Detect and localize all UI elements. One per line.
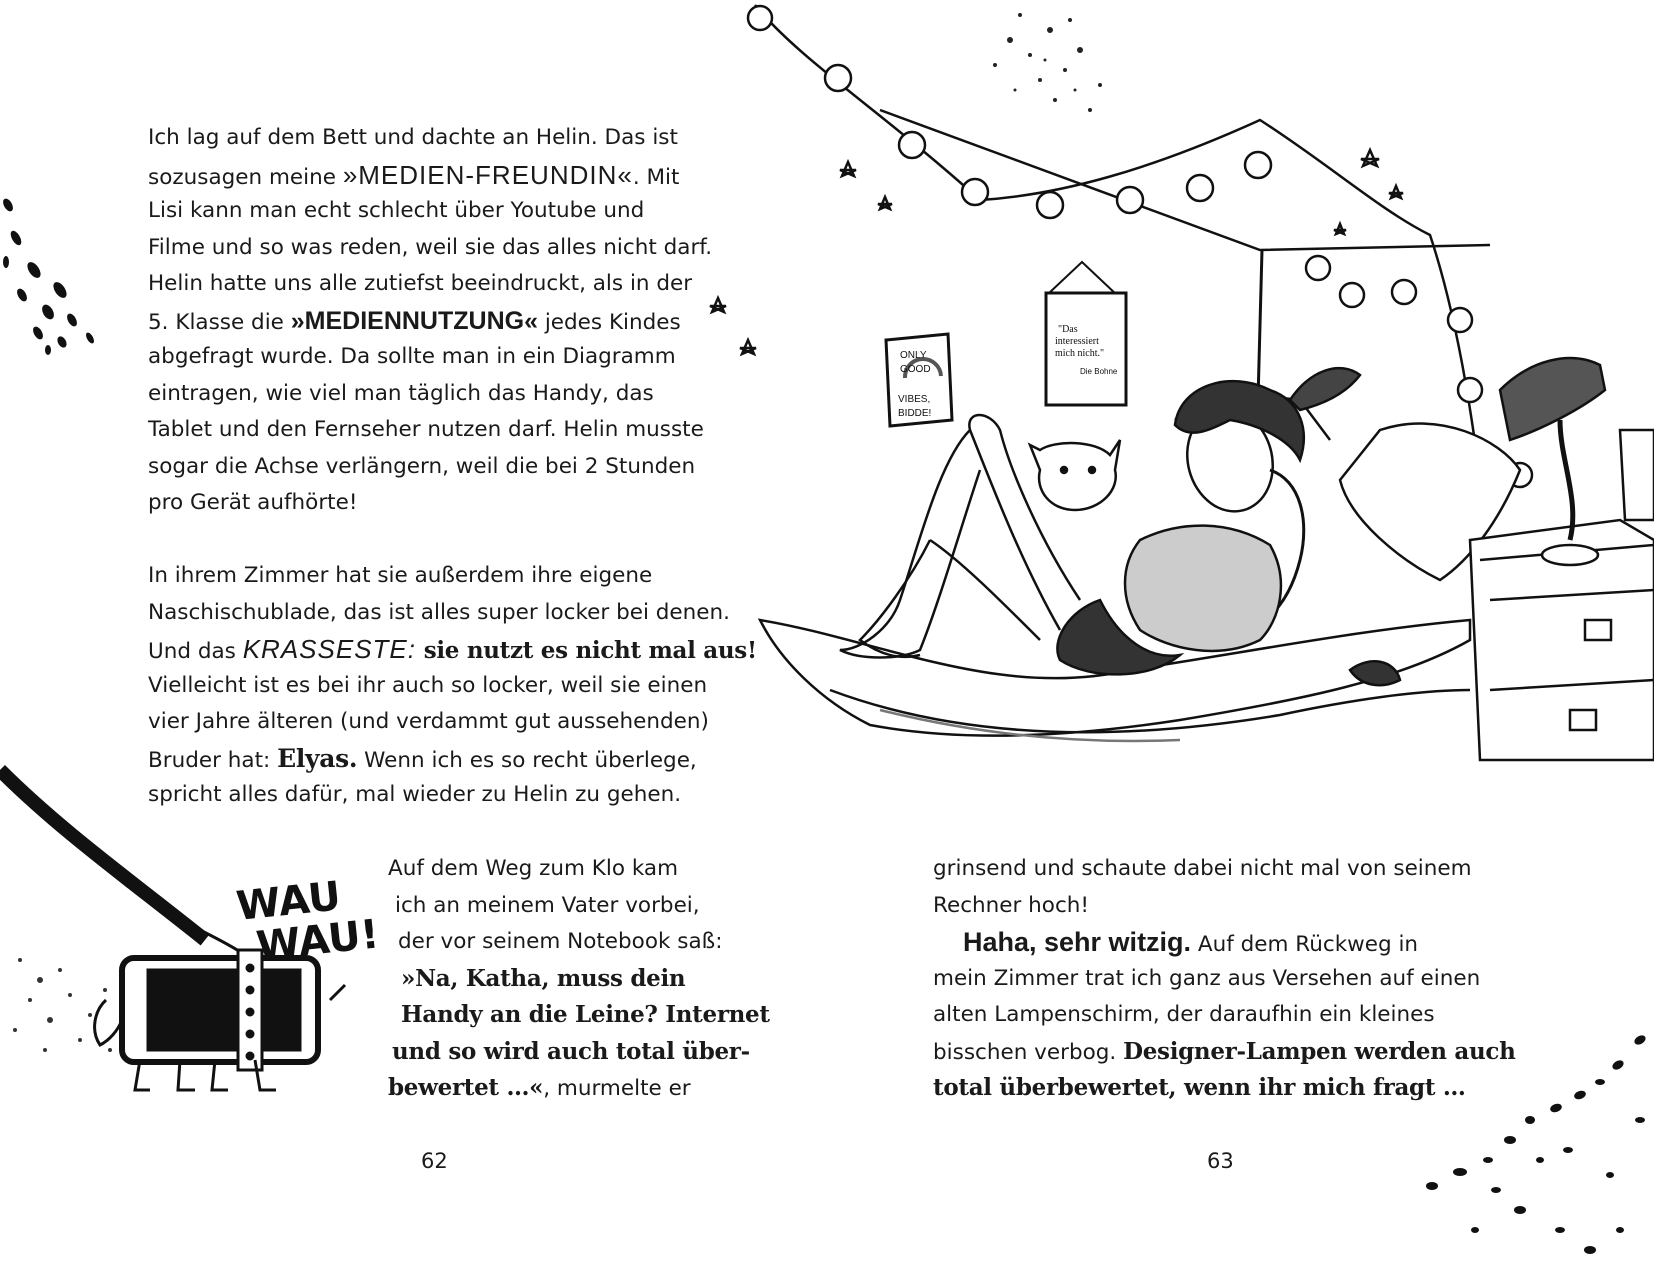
term-medien-freundin: »MEDIEN-FREUNDIN«	[342, 159, 633, 190]
text-line: pro Gerät aufhörte!	[148, 490, 358, 515]
term-krasseste: KRASSESTE:	[242, 634, 416, 664]
quote-line: »Na, Katha, muss dein	[401, 964, 686, 992]
poster-line: interessiert	[1055, 336, 1099, 347]
text-line: grinsend und schaute dabei nicht mal von seinem	[933, 856, 1472, 881]
poster-line: mich nicht."	[1055, 348, 1105, 359]
text-line: Und das KRASSESTE: sie nutzt es nicht mal aus!	[148, 634, 757, 664]
text-line: spricht alles dafür, mal wieder zu Helin zu gehen.	[148, 782, 682, 807]
text-line: Filme und so was reden, weil sie das alles nicht darf.	[148, 234, 713, 260]
text-line: Tablet und den Fernseher nutzen darf. Helin musste	[148, 417, 704, 442]
text-line: Naschischublade, das ist alles super locker bei denen.	[148, 599, 730, 625]
poster-die-bohne	[1046, 262, 1126, 405]
quote-line: und so wird auch total über-	[392, 1037, 750, 1065]
page-number-left: 62	[421, 1149, 448, 1173]
text-line: bewertet …«, murmelte er	[388, 1074, 691, 1101]
poster-line: VIBES,	[898, 394, 931, 405]
text-line: mein Zimmer trat ich ganz aus Versehen auf einen	[933, 965, 1481, 991]
text-line: vier Jahre älteren (und verdammt gut aussehenden)	[148, 709, 709, 734]
quote-end: bewertet …«	[388, 1074, 544, 1101]
quote-line: Handy an die Leine? Internet	[401, 1001, 770, 1028]
page-number-right: 63	[1207, 1149, 1234, 1173]
text-line: bisschen verbog. Designer-Lampen werden auch	[933, 1037, 1516, 1065]
ink-dots-left	[1, 197, 96, 355]
poster-line: GOOD	[900, 364, 931, 375]
text-line: Haha, sehr witzig. Auf dem Rückweg in	[963, 927, 1419, 957]
text-line: abgefragt wurde. Da sollte man in ein Diagramm	[148, 344, 676, 369]
text-line: Lisi kann man echt schlecht über Youtube und	[148, 198, 645, 223]
text-line: eintragen, wie viel man täglich das Handy, das	[148, 380, 654, 406]
text-line: sogar die Achse verlängern, weil die bei 2 Stunden	[148, 453, 696, 479]
text-line: der vor seinem Notebook saß:	[398, 929, 723, 954]
bold-phrase: sie nutzt es nicht mal aus!	[415, 637, 757, 664]
text-line: 5. Klasse die »MEDIENNUTZUNG« jedes Kindes	[148, 306, 681, 335]
text-line: Bruder hat: Elyas. Wenn ich es so recht überlege,	[148, 743, 697, 773]
ink-dots-bottom-right	[1426, 1034, 1647, 1254]
fairy-lights	[748, 5, 1532, 487]
haha-sehr-witzig: Haha, sehr witzig.	[963, 927, 1192, 957]
text-line: alten Lampenschirm, der daraufhin ein kleines	[933, 1002, 1435, 1027]
bed-scene	[760, 250, 1654, 760]
text-line: Vielleicht ist es bei ihr auch so locker, weil sie einen	[148, 672, 708, 698]
bold-phrase: Designer-Lampen werden auch	[1123, 1037, 1516, 1065]
text-line: Auf dem Weg zum Klo kam	[388, 856, 679, 881]
text-line: Ich lag auf dem Bett und dachte an Helin. Das ist	[148, 125, 678, 150]
name-elyas: Elyas.	[277, 743, 358, 773]
poster-line: BIDDE!	[898, 408, 932, 419]
wau-text: WAU!	[254, 911, 382, 970]
text-line: ich an meinem Vater vorbei,	[395, 892, 700, 918]
text-line: Helin hatte uns alle zutiefst beeindruckt, als in der	[148, 271, 693, 296]
text-line: In ihrem Zimmer hat sie außerdem ihre eigene	[148, 563, 653, 588]
wau-text: WAU	[234, 873, 344, 930]
poster-good-vibes	[886, 334, 952, 426]
text-line: sozusagen meine »MEDIEN-FREUNDIN«. Mit	[148, 159, 680, 190]
poster-line: ONLY	[900, 350, 927, 361]
poster-line: "Das	[1058, 324, 1078, 335]
term-mediennutzung: »MEDIENNUTZUNG«	[290, 306, 538, 335]
poster-line: Die Bohne	[1080, 367, 1118, 376]
bold-line: total überbewertet, wenn ihr mich fragt …	[933, 1074, 1466, 1101]
text-line: Rechner hoch!	[933, 892, 1090, 918]
phone-dog-illustration	[0, 770, 381, 1090]
ink-speckles-top	[993, 13, 1102, 112]
